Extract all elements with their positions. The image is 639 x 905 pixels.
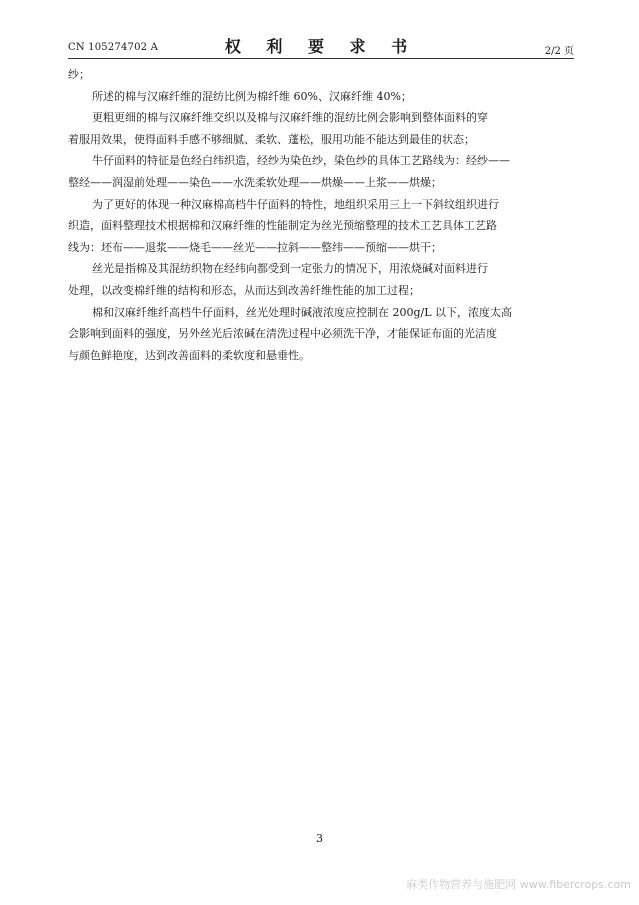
text-line: 丝光是指棉及其混纺织物在经纬向都受到一定张力的情况下，用浓烧碱对面料进行: [92, 262, 488, 276]
page-title: 权 利 要 求 书: [224, 37, 418, 56]
patent-number: CN 105274702 A: [68, 42, 159, 53]
text-line: 整经——润湿前处理——染色——水洗柔软处理——烘燥——上浆——烘燥；: [68, 175, 442, 189]
page-indicator: 2/2 页: [544, 46, 574, 57]
page-number: 3: [316, 832, 323, 845]
text-line: 线为：坯布——退浆——烧毛——丝光——拉斜——整纬——预缩——烘干；: [68, 240, 442, 254]
text-line: 处理，以改变棉纤维的结构和形态，从而达到改善纤维性能的加工过程；: [68, 283, 420, 297]
text-line: 与颜色鲜艳度，达到改善面料的柔软度和悬垂性。: [68, 348, 310, 362]
text-line: 为了更好的体现一种汉麻棉高档牛仔面料的特性，地组织采用三上一下斜纹组织进行: [92, 197, 499, 211]
site-watermark: 麻类作物营养与施肥网 www.fibercrops.com: [406, 878, 631, 891]
text-line: 织造，面料整理技术根据棉和汉麻纤维的性能制定为丝光预缩整理的技术工艺具体工艺路: [68, 219, 497, 233]
text-line: 所述的棉与汉麻纤维的混纺比例为棉纤维 60%、汉麻纤维 40%；: [92, 89, 412, 103]
text-line: 牛仔面料的特征是色经白纬织造，经纱为染色纱，染色纱的具体工艺路线为：经纱——: [92, 154, 510, 168]
text-line: 更粗更细的棉与汉麻纤维交织以及棉与汉麻纤维的混纺比例会影响到整体面料的穿: [92, 111, 488, 125]
header-divider: [68, 58, 574, 59]
text-line: 纱；: [68, 68, 90, 81]
claims-body: [68, 64, 574, 366]
text-line: 会影响到面料的强度，另外丝光后浓碱在清洗过程中必须洗干净，才能保证布面的光洁度: [68, 327, 497, 341]
text-line: 着服用效果，使得面料手感不够细腻、柔软、蓬松，服用功能不能达到最佳的状态；: [68, 132, 475, 146]
text-line: 棉和汉麻纤维纤高档牛仔面料，丝光处理时碱液浓度应控制在 200g/L 以下，浓度太高: [92, 305, 513, 319]
document-header: [68, 34, 574, 56]
